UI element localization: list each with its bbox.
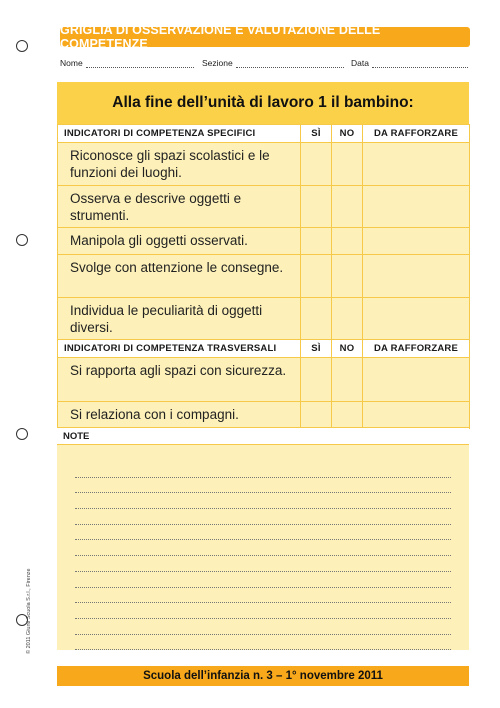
table-row [58,255,470,298]
note-line[interactable] [75,478,451,494]
check-si-cell[interactable] [301,298,332,340]
check-si-cell[interactable] [301,228,332,255]
notes-header: NOTE [57,427,469,445]
table-row [58,402,470,429]
indicator-text: Si relaziona con i compagni. [58,402,301,429]
check-no-cell[interactable] [332,298,363,340]
indicator-text: Manipola gli oggetti osservati. [58,228,301,255]
indicator-text: Svolge con attenzione le consegne. [58,255,301,298]
check-si-cell[interactable] [301,186,332,228]
competence-grid [57,124,470,429]
check-no-cell[interactable] [332,228,363,255]
check-rafforzare-cell[interactable] [363,358,470,402]
note-line[interactable] [75,588,451,604]
note-line[interactable] [75,619,451,635]
note-line[interactable] [75,462,451,478]
check-no-cell[interactable] [332,143,363,186]
specific-header-row [58,125,470,143]
note-line[interactable] [75,509,451,525]
col-rafforzare: DA RAFFORZARE [363,125,470,143]
check-si-cell[interactable] [301,255,332,298]
transversal-header-row [58,340,470,358]
specific-header: INDICATORI DI COMPETENZA SPECIFICI [58,125,301,143]
binder-hole-lower-middle [16,428,28,440]
note-line[interactable] [75,603,451,619]
check-si-cell[interactable] [301,358,332,402]
check-no-cell[interactable] [332,255,363,298]
check-rafforzare-cell[interactable] [363,228,470,255]
document-banner: GRIGLIA DI OSSERVAZIONE E VALUTAZIONE DELLE COMPETENZE [60,27,470,47]
note-line[interactable] [75,525,451,541]
check-no-cell[interactable] [332,186,363,228]
date-field[interactable] [351,58,468,68]
table-row [58,186,470,228]
col-no: NO [332,125,363,143]
table-row [58,143,470,186]
copyright-notice: © 2011 Giunti Scuola S.r.l., Firenze [26,568,32,654]
table-row [58,298,470,340]
check-si-cell[interactable] [301,143,332,186]
section-field[interactable] [202,58,344,68]
footer-bar: Scuola dell’infanzia n. 3 – 1° novembre 2011 [57,666,469,686]
indicator-text: Individua le peculiarità di oggetti diversi. [58,298,301,340]
note-line[interactable] [75,635,451,651]
observation-sheet [57,82,469,650]
indicator-text: Riconosce gli spazi scolastici e le funzioni dei luoghi. [58,143,301,186]
date-label: Data [351,58,369,68]
name-label: Nome [60,58,83,68]
table-row [58,228,470,255]
header-fields [60,58,472,72]
col-rafforzare: DA RAFFORZARE [363,340,470,358]
binder-hole-top [16,40,28,52]
notes-area[interactable] [75,462,451,650]
col-si: SÌ [301,125,332,143]
check-si-cell[interactable] [301,402,332,429]
check-rafforzare-cell[interactable] [363,298,470,340]
check-rafforzare-cell[interactable] [363,255,470,298]
note-line[interactable] [75,493,451,509]
check-no-cell[interactable] [332,402,363,429]
check-no-cell[interactable] [332,358,363,402]
binder-hole-upper-middle [16,234,28,246]
sheet-title: Alla fine dell’unità di lavoro 1 il bambino: [57,82,469,124]
note-line[interactable] [75,556,451,572]
check-rafforzare-cell[interactable] [363,143,470,186]
date-line[interactable] [372,59,468,68]
check-rafforzare-cell[interactable] [363,402,470,429]
section-label: Sezione [202,58,233,68]
col-si: SÌ [301,340,332,358]
name-field[interactable] [60,58,194,68]
note-line[interactable] [75,572,451,588]
name-line[interactable] [86,59,194,68]
note-line[interactable] [75,540,451,556]
table-row [58,358,470,402]
check-rafforzare-cell[interactable] [363,186,470,228]
section-line[interactable] [236,59,344,68]
transversal-header: INDICATORI DI COMPETENZA TRASVERSALI [58,340,301,358]
indicator-text: Osserva e descrive oggetti e strumenti. [58,186,301,228]
indicator-text: Si rapporta agli spazi con sicurezza. [58,358,301,402]
col-no: NO [332,340,363,358]
